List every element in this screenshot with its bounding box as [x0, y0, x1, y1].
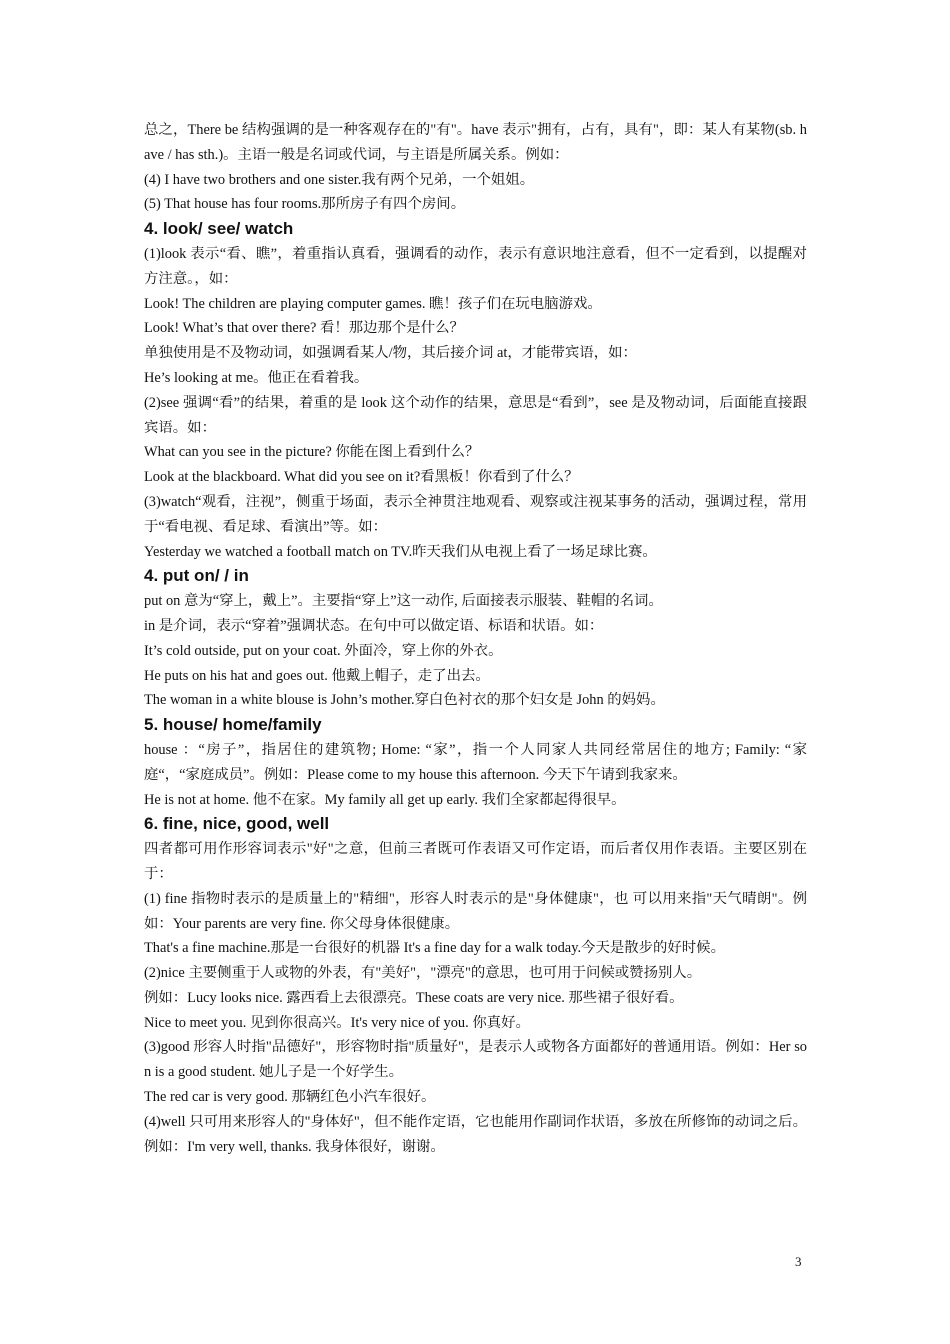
paragraph: Yesterday we watched a football match on TV.昨天我们从电视上看了一场足球比赛。 — [144, 543, 657, 560]
paragraph: (2)see 强调“看”的结果，着重的是 look 这个动作的结果，意思是“看到”，see 是及物动词，后面能直接跟宾语。如： — [144, 394, 807, 436]
paragraph: Nice to meet you. 见到你很高兴。It's very nice of you. 你真好。 — [144, 1014, 530, 1031]
paragraph: He is not at home. 他不在家。My family all get up early. 我们全家都起得很早。 — [144, 791, 626, 808]
paragraph: Look! What’s that over there? 看！那边那个是什么？ — [144, 320, 464, 337]
paragraph: That's a fine machine.那是一台很好的机器 It's a fine day for a walk today.今天是散步的好时候。 — [144, 940, 725, 957]
paragraph: The woman in a white blouse is John’s mother.穿白色衬衣的那个妇女是 John 的妈妈。 — [144, 692, 665, 709]
section-heading: 4. look/ see/ watch — [144, 219, 294, 239]
paragraph: 单独使用是不及物动词，如强调看某人/物，其后接介词 at，才能带宾语，如： — [144, 345, 637, 362]
paragraph: (1) fine 指物时表示的是质量上的"精细"，形容人时表示的是"身体健康"，也 可以用来指"天气晴朗"。例如：Your parents are very fine. 你父母身体很健康。 — [144, 890, 807, 932]
paragraph: 例如：Lucy looks nice. 露西看上去很漂亮。These coats are very nice. 那些裙子很好看。 — [144, 989, 684, 1006]
paragraph: (2)nice 主要侧重于人或物的外表，有"美好"，"漂亮"的意思，也可用于问候或赞扬别人。 — [144, 965, 702, 982]
paragraph: The red car is very good. 那辆红色小汽车很好。 — [144, 1089, 436, 1106]
paragraph: It’s cold outside, put on your coat. 外面冷，穿上你的外衣。 — [144, 642, 503, 659]
paragraph: 四者都可用作形容词表示"好"之意，但前三者既可作表语又可作定语，而后者仅用作表语。主要区别在于： — [144, 841, 807, 882]
paragraph: (3)watch“观看，注视”，侧重于场面，表示全神贯注地观看、观察或注视某事务的活动，强调过程，常用于“看电视、看足球、看演出”等。如： — [144, 493, 807, 535]
paragraph: What can you see in the picture? 你能在图上看到什么？ — [144, 444, 480, 461]
section-heading: 5. house/ home/family — [144, 715, 322, 735]
paragraph: (4)well 只可用来形容人的"身体好"，但不能作定语，它也能用作副词作状语，多放在所修饰的动词之后。例如：I'm very well, thanks. 我身体很好，谢谢。 — [144, 1113, 807, 1155]
paragraph: in 是介词，表示“穿着”强调状态。在句中可以做定语、标语和状语。如： — [144, 617, 604, 634]
document-body — [144, 118, 807, 1159]
paragraph: put on 意为“穿上，戴上”。主要指“穿上”这一动作, 后面接表示服装、鞋帽的名词。 — [144, 593, 663, 610]
section-heading: 6. fine, nice, good, well — [144, 814, 330, 834]
paragraph: He’s looking at me。他正在看着我。 — [144, 369, 369, 386]
paragraph: Look! The children are playing computer games. 瞧！孩子们在玩电脑游戏。 — [144, 295, 602, 312]
paragraph: 总之，There be 结构强调的是一种客观存在的"有"。have 表示"拥有，占有，具有"，即：某人有某物(sb. have / has sth.)。主语一般是名词或代词，与主语是所属关系。例如： — [144, 122, 807, 163]
section-heading: 4. put on/ / in — [144, 566, 249, 586]
paragraph: (5) That house has four rooms.那所房子有四个房间。 — [144, 196, 466, 213]
paragraph: Look at the blackboard. What did you see on it?看黑板！你看到了什么？ — [144, 469, 579, 486]
paragraph: (4) I have two brothers and one sister.我有两个兄弟，一个姐姐。 — [144, 171, 535, 188]
paragraph: He puts on his hat and goes out. 他戴上帽子，走了出去。 — [144, 667, 490, 684]
paragraph: (3)good 形容人时指"品德好"，形容物时指"质量好"，是表示人或物各方面都好的普通用语。例如：Her son is a good student. 她儿子是一个好学生。 — [144, 1039, 807, 1081]
paragraph: house ：“房子”，指居住的建筑物; Home: “家”，指一个人同家人共同经常居住的地方; Family: “家庭“，“家庭成员”。例如：Please come to my house this afternoon. 今天下午请到我家来。 — [144, 741, 807, 783]
page-number: 3 — [795, 1254, 802, 1269]
paragraph: (1)look 表示“看、瞧”，着重指认真看，强调看的动作，表示有意识地注意看，但不一定看到，以提醒对方注意。，如： — [144, 245, 807, 287]
